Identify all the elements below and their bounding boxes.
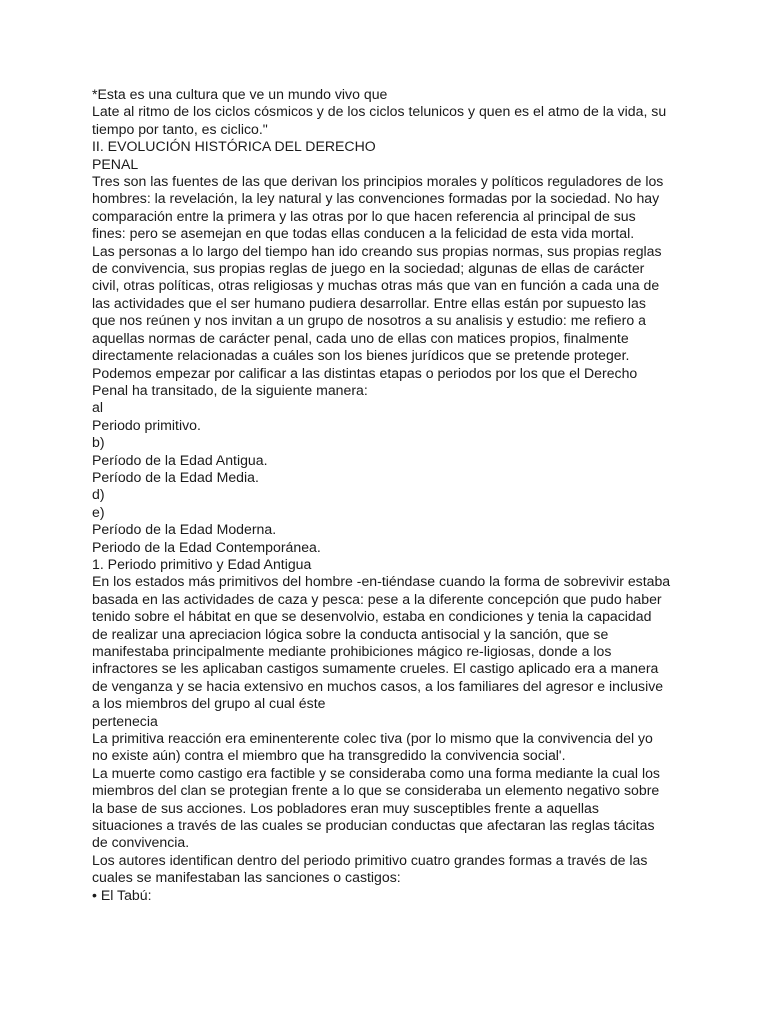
text-line: La muerte como castigo era factible y se consideraba como una forma mediante la cual los (92, 764, 660, 781)
text-line: basada en las actividades de caza y pesca: pese a la diferente concepción que pudo haber (92, 590, 662, 607)
text-line: Los autores identifican dentro del periodo primitivo cuatro grandes formas a través de las (92, 851, 648, 868)
text-line: fines: pero se asemejan en que todas ellas conducen a la felicidad de esta vida mortal. (92, 225, 635, 242)
text-line: Las personas a lo largo del tiempo han ido creando sus propias normas, sus propias reglas (92, 242, 662, 259)
list-marker: d) (92, 486, 105, 503)
text-line: la base de sus acciones. Los pobladores eran muy susceptibles frente a aquellas (92, 799, 599, 816)
text-line: a los miembros del grupo al cual éste (92, 695, 326, 712)
text-line: Podemos empezar por calificar a las distintas etapas o periodos por los que el Derecho (92, 364, 638, 381)
text-line: La primitiva reacción era eminenterente colec tiva (por lo mismo que la convivencia del yo (92, 730, 653, 747)
text-line: las actividades que el ser humano pudiera desarrollar. Entre ellas están por supuesto las (92, 294, 646, 311)
text-line: hombres: la revelación, la ley natural y las convenciones formadas por la sociedad. No hay (92, 190, 660, 207)
text-line: directamente relacionadas a cuáles son los bienes jurídicos que se pretende proteger. (92, 347, 630, 364)
list-marker: al (92, 399, 103, 416)
list-item: Período de la Edad Media. (92, 468, 259, 485)
text-line: comparación entre la primera y las otras por lo que hacen referencia al principal de sus (92, 207, 636, 224)
list-item: Período de la Edad Moderna. (92, 521, 277, 538)
text-line: de convivencia, sus propias reglas de juego en la sociedad; algunas de ellas de carácter (92, 260, 645, 277)
text-line: tenido sobre el hábitat en que se desenvolvio, estaba en condiciones y tenia la capacidad (92, 608, 652, 625)
list-item: Período de la Edad Antigua. (92, 451, 268, 468)
text-line: infractores se les aplicaban castigos sumamente crueles. El castigo aplicado era a manera (92, 660, 659, 677)
text-line: de convivencia. (92, 834, 190, 851)
text-line: *Esta es una cultura que ve un mundo vivo que (92, 86, 388, 102)
text-line: En los estados más primitivos del hombre -en-tiéndase cuando la forma de sobrevivir estaba (92, 573, 671, 590)
list-marker: b) (92, 434, 105, 451)
text-line: Tres son las fuentes de las que derivan los principios morales y políticos reguladores de los (92, 173, 664, 190)
text-line: Late al ritmo de los ciclos cósmicos y de los ciclos telunicos y quen es el atmo de la vida, su (92, 103, 667, 120)
text-line: aquellas normas de carácter penal, cada uno de ellas con matices propios, finalmente (92, 329, 629, 346)
text-line: cuales se manifestaban las sanciones o castigos: (92, 869, 401, 886)
section-heading: II. EVOLUCIÓN HISTÓRICA DEL DERECHO (92, 138, 376, 155)
text-line: pertenecia (92, 712, 158, 729)
subsection-heading: 1. Periodo primitivo y Edad Antigua (92, 555, 312, 572)
list-marker: e) (92, 503, 105, 520)
text-line: miembros del clan se protegian frente a lo que se consideraba un elemento negativo sobre (92, 782, 660, 799)
text-line: que nos reúnen y nos invitan a un grupo de nosotros a su analisis y estudio: me refiero a (92, 312, 646, 329)
document-page (92, 86, 692, 904)
text-line: de venganza y se hacia extensivo en muchos casos, a los familiares del agresor e inclusive (92, 677, 664, 694)
text-line: situaciones a través de las cuales se producian conductas que afectaran las reglas tácitas (92, 817, 655, 834)
list-item: Periodo de la Edad Contemporánea. (92, 538, 321, 555)
text-line: Penal ha transitado, de la siguiente manera: (92, 381, 368, 398)
section-heading: PENAL (92, 155, 139, 172)
text-line: tiempo por tanto, es ciclico." (92, 120, 268, 137)
list-item: Periodo primitivo. (92, 416, 201, 433)
text-line: civil, otras políticas, otras religiosas y muchas otras más que van en función a cada una de (92, 277, 660, 294)
text-line: no existe aún) contra el miembro que ha transgredido la convivencia social'. (92, 747, 566, 764)
text-line: • El Tabú: (92, 886, 152, 903)
text-line: manifestaba principalmente mediante prohibiciones mágico re-ligiosas, donde a los (92, 643, 612, 659)
text-line: de realizar una apreciacion lógica sobre la conducta antisocial y la sanción, que se (92, 625, 609, 642)
